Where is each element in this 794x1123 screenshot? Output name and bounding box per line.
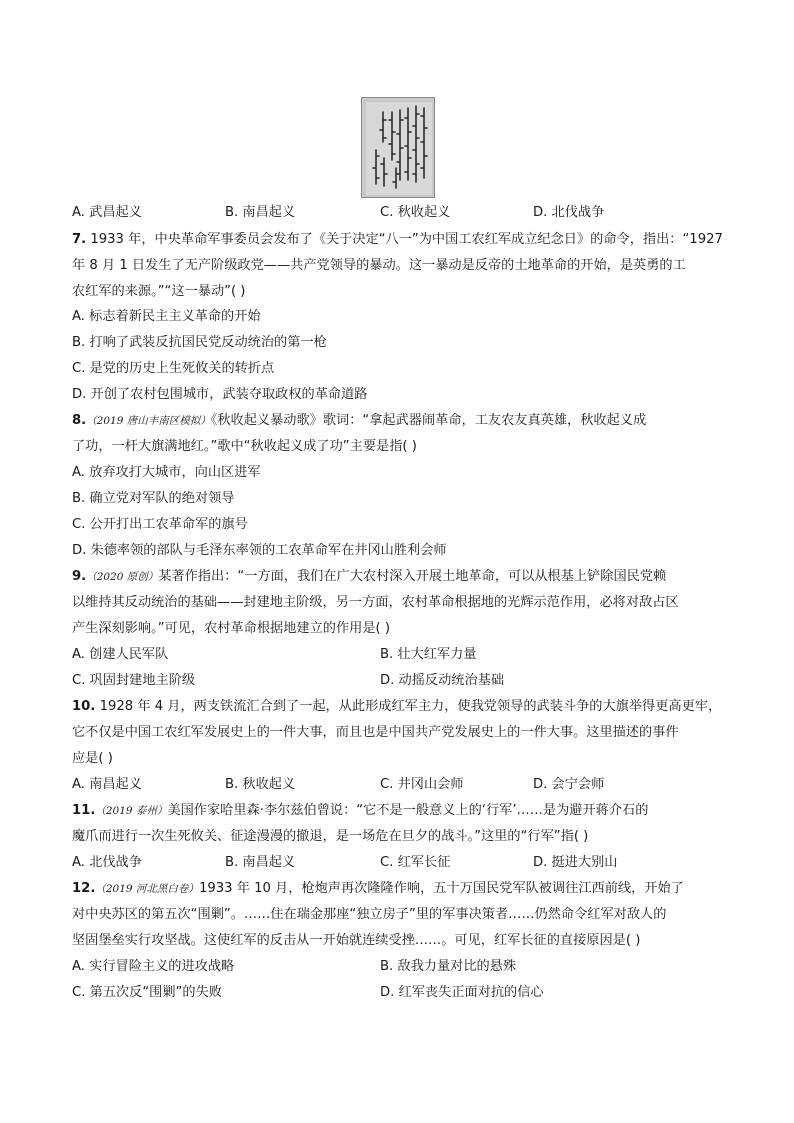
q12-line-1 — [72, 881, 684, 897]
q7-line-3: 农红军的来源。”“这一暴动”( ) — [72, 284, 246, 299]
q11-number: 11. — [72, 803, 96, 818]
q9-option-a[interactable]: A. 创建人民军队 — [72, 647, 169, 662]
q8-text-1: 《秋收起义暴动歌》歌词：“拿起武器闹革命，工友农友真英雄，秋收起义成 — [210, 413, 647, 428]
q7-number: 7. — [72, 232, 87, 247]
q7-line-1 — [72, 232, 723, 248]
q10-option-d[interactable]: D. 会宁会师 — [533, 777, 605, 792]
q7-option-c[interactable]: C. 是党的历史上生死攸关的转折点 — [72, 361, 275, 376]
q9-source: （2020 原创） — [86, 571, 159, 583]
q11-line-2: 魔爪而进行一次生死攸关、征途漫漫的撤退，是一场危在旦夕的战斗。”这里的“行军”指( ) — [72, 829, 589, 844]
q10-option-c[interactable]: C. 井冈山会师 — [380, 777, 464, 792]
q8-line-2: 了功，一杆大旗满地红。”歌中“秋收起义成了功”主要是指( ) — [72, 439, 417, 454]
q12-line-3: 坚固堡垒实行攻坚战。这使红军的反击从一开始就连续受挫……。可见，红军长征的直接原因是( ) — [72, 933, 641, 948]
q10-option-b[interactable]: B. 秋收起义 — [225, 777, 296, 792]
q11-option-a[interactable]: A. 北伐战争 — [72, 855, 142, 870]
q12-option-d[interactable]: D. 红军丧失正面对抗的信心 — [380, 985, 544, 1000]
q6-option-a[interactable]: A. 武昌起义 — [72, 205, 142, 220]
q11-option-d[interactable]: D. 挺进大别山 — [533, 855, 618, 870]
q12-text-1: 1933 年 10 月，枪炮声再次隆隆作响，五十万国民党军队被调往江西前线，开始了 — [198, 881, 684, 896]
q9-option-b[interactable]: B. 壮大红军力量 — [380, 647, 477, 662]
q10-text-1: 1928 年 4 月，两支铁流汇合到了一起，从此形成红军主力，使我党领导的武装斗争的大旗举得更高更牢， — [95, 699, 722, 714]
q10-line-1 — [72, 699, 721, 715]
inscription-image — [362, 98, 435, 198]
q11-text-1: 美国作家哈里森·李尔兹伯曾说：“它不是一般意义上的‘行军’……是为避开蒋介石的 — [167, 803, 649, 818]
q11-source: （2019 泰州） — [95, 805, 168, 817]
q9-number: 9. — [72, 569, 87, 584]
q6-option-b[interactable]: B. 南昌起义 — [225, 205, 296, 220]
q12-option-a[interactable]: A. 实行冒险主义的进攻战略 — [72, 959, 235, 974]
q12-source: （2019 河北黑白卷） — [95, 883, 199, 895]
q7-option-d[interactable]: D. 开创了农村包围城市，武装夺取政权的革命道路 — [72, 387, 368, 402]
q8-source: （2019 唐山丰南区模拟） — [86, 415, 211, 427]
q8-number: 8. — [72, 413, 87, 428]
q10-number: 10. — [72, 699, 96, 714]
q10-line-2: 它不仅是中国工农红军发展史上的一件大事，而且也是中国共产党发展史上的一件大事。这里描述的事件 — [72, 725, 679, 740]
q6-option-d[interactable]: D. 北伐战争 — [533, 205, 605, 220]
q12-option-b[interactable]: B. 敌我力量对比的悬殊 — [380, 959, 517, 974]
q9-line-1 — [72, 569, 666, 585]
q7-text-1: 1933 年，中央革命军事委员会发布了《关于决定“八一”为中国工农红军成立纪念日》的命令，指出：“1927 — [86, 232, 723, 247]
q8-line-1 — [72, 413, 646, 429]
q8-option-b[interactable]: B. 确立党对军队的绝对领导 — [72, 491, 235, 506]
inscription-photo — [361, 97, 435, 198]
q9-option-d[interactable]: D. 动摇反动统治基础 — [380, 673, 505, 688]
q11-option-c[interactable]: C. 红军长征 — [380, 855, 451, 870]
q12-line-2: 对中央苏区的第五次“围剿”。……住在瑞金那座“独立房子”里的军事决策者……仍然命令红军对敌人的 — [72, 907, 667, 922]
q7-option-a[interactable]: A. 标志着新民主主义革命的开始 — [72, 309, 261, 324]
q6-option-c[interactable]: C. 秋收起义 — [380, 205, 451, 220]
q10-option-a[interactable]: A. 南昌起义 — [72, 777, 142, 792]
q11-line-1 — [72, 803, 648, 819]
q9-line-3: 产生深刻影响。”可见，农村革命根据地建立的作用是( ) — [72, 621, 391, 636]
q9-option-c[interactable]: C. 巩固封建地主阶级 — [72, 673, 196, 688]
q7-line-2: 年 8 月 1 日发生了无产阶级政党——共产党领导的暴动。这一暴动是反帝的土地革命的开始，是英勇的工 — [72, 258, 686, 273]
q9-text-1: 某著作指出：“一方面，我们在广大农村深入开展土地革命，可以从根基上铲除国民党赖 — [158, 569, 667, 584]
q11-option-b[interactable]: B. 南昌起义 — [225, 855, 296, 870]
q8-option-d[interactable]: D. 朱德率领的部队与毛泽东率领的工农革命军在井冈山胜利会师 — [72, 543, 447, 558]
q12-option-c[interactable]: C. 第五次反“围剿”的失败 — [72, 985, 222, 1000]
q10-line-3: 应是( ) — [72, 751, 113, 766]
q8-option-c[interactable]: C. 公开打出工农革命军的旗号 — [72, 517, 248, 532]
q8-option-a[interactable]: A. 放弃攻打大城市，向山区进军 — [72, 465, 261, 480]
q12-number: 12. — [72, 881, 96, 896]
q7-option-b[interactable]: B. 打响了武装反抗国民党反动统治的第一枪 — [72, 335, 327, 350]
q9-line-2: 以维持其反动统治的基础——封建地主阶级，另一方面，农村革命根据地的光辉示范作用，必将对敌占区 — [72, 595, 679, 610]
